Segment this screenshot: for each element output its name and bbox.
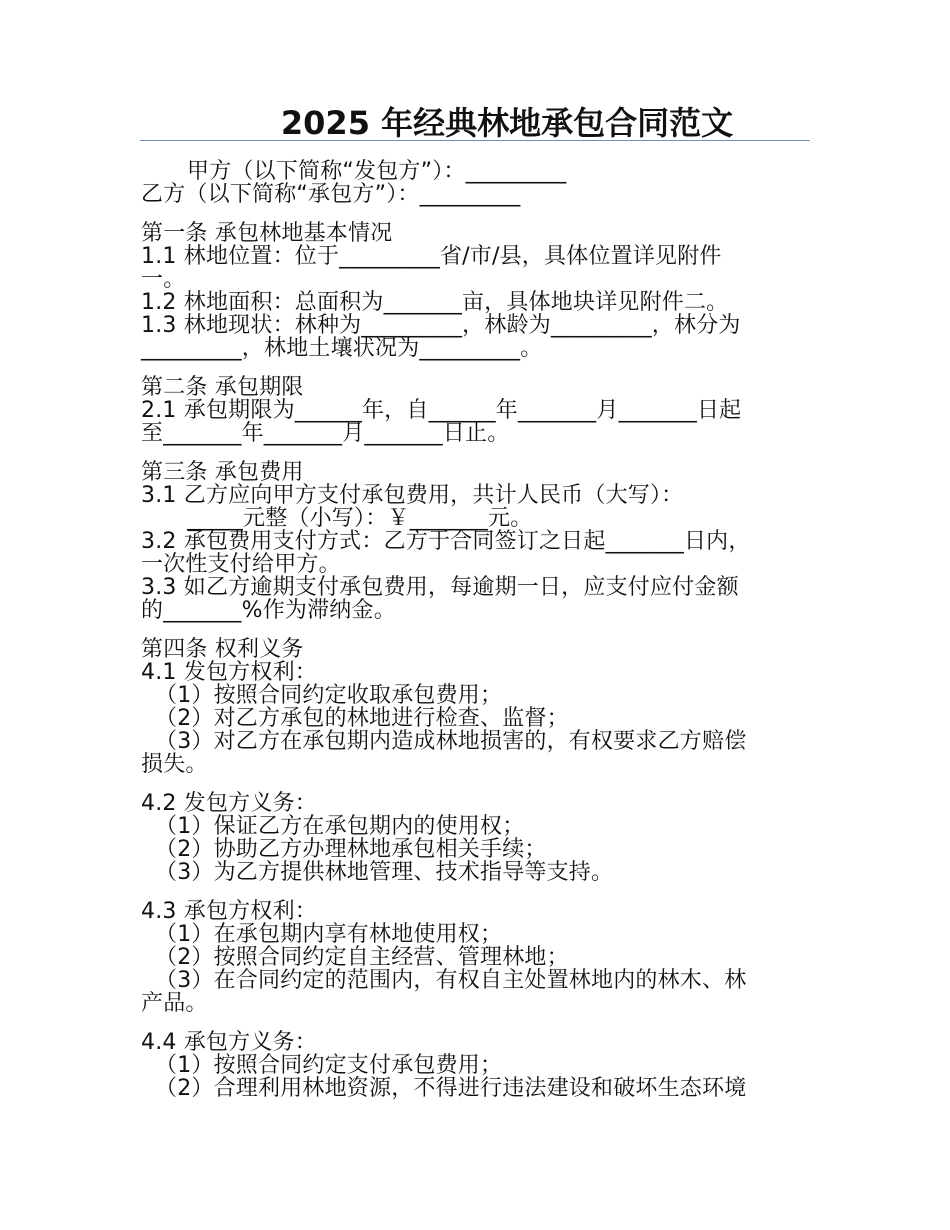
article3-heading: 第三条 承包费用 (141, 460, 304, 485)
list-item: （3）在合同约定的范围内，有权自主处置林地内的林木、林 (155, 968, 747, 993)
document-title: 2025 年经典林地承包合同范文 (280, 104, 734, 142)
article2-heading: 第二条 承包期限 (141, 375, 304, 400)
article1-line3-cont: _________，林地土壤状况为_________。 (141, 336, 543, 361)
article1-line3: 1.3 林地现状：林种为_________，林龄为_________，林分为 (141, 313, 741, 338)
list-item: （1）在承包期内享有林地使用权； (155, 922, 503, 947)
list-item: （2）对乙方承包的林地进行检查、监督； (155, 706, 569, 731)
article2-line1-cont: 至_______年_______月_______日止。 (141, 421, 510, 446)
article4-s1-heading: 4.1 发包方权利： (141, 660, 317, 685)
article1-line2: 1.2 林地面积：总面积为_______亩，具体地块详见附件二。 (141, 290, 729, 315)
article3-line1-cont: _____元整（小写）：￥_______元。 (187, 506, 533, 531)
article4-s2-heading: 4.2 发包方义务： (141, 791, 317, 816)
article1-line1: 1.1 林地位置：位于_________省/市/县，具体位置详见附件 (141, 244, 722, 269)
spacer (141, 360, 813, 376)
list-item: （2）按照合同约定自主经营、管理林地； (155, 945, 569, 970)
article4-s3-heading: 4.3 承包方权利： (141, 899, 317, 924)
list-item-cont: 损失。 (141, 752, 208, 777)
list-item: （3）对乙方在承包期内造成林地损害的，有权要求乙方赔偿 (155, 729, 747, 754)
list-item: （1）按照合同约定支付承包费用； (155, 1053, 503, 1078)
spacer (141, 622, 813, 638)
list-item: （1）按照合同约定收取承包费用； (155, 683, 503, 708)
article4-heading: 第四条 权利义务 (141, 637, 304, 662)
article1-heading: 第一条 承包林地基本情况 (141, 221, 393, 246)
spacer (141, 884, 813, 900)
article1-line1-cont: 一。 (141, 267, 186, 292)
party-b-line: 乙方（以下简称“承包方”）：_________ (141, 182, 521, 207)
party-a-line: 甲方（以下简称“发包方”）：_________ (187, 159, 567, 184)
spacer (141, 206, 813, 222)
article4-s4-heading: 4.4 承包方义务： (141, 1030, 317, 1055)
article3-line2: 3.2 承包费用支付方式：乙方于合同签订之日起_______日内， (141, 529, 751, 554)
article3-line2-cont: 一次性支付给甲方。 (141, 552, 341, 577)
title-underline (140, 140, 810, 141)
list-item: （1）保证乙方在承包期内的使用权； (155, 814, 525, 839)
spacer (141, 776, 813, 792)
document-body (141, 160, 813, 1100)
article3-line3: 3.3 如乙方逾期支付承包费用，每逾期一日，应支付应付金额 (141, 575, 739, 600)
article3-line3-cont: 的_______%作为滞纳金。 (141, 598, 396, 623)
list-item: （2）协助乙方办理林地承包相关手续； (155, 837, 547, 862)
spacer (141, 1015, 813, 1031)
article3-line1: 3.1 乙方应向甲方支付承包费用，共计人民币（大写）： (141, 483, 684, 508)
list-item: （2）合理利用林地资源，不得进行违法建设和破坏生态环境 (155, 1076, 747, 1101)
spacer (141, 445, 813, 461)
list-item: （3）为乙方提供林地管理、技术指导等支持。 (155, 860, 614, 885)
list-item-cont: 产品。 (141, 991, 208, 1016)
article2-line1: 2.1 承包期限为______年，自______年_______月_______日起 (141, 398, 742, 423)
